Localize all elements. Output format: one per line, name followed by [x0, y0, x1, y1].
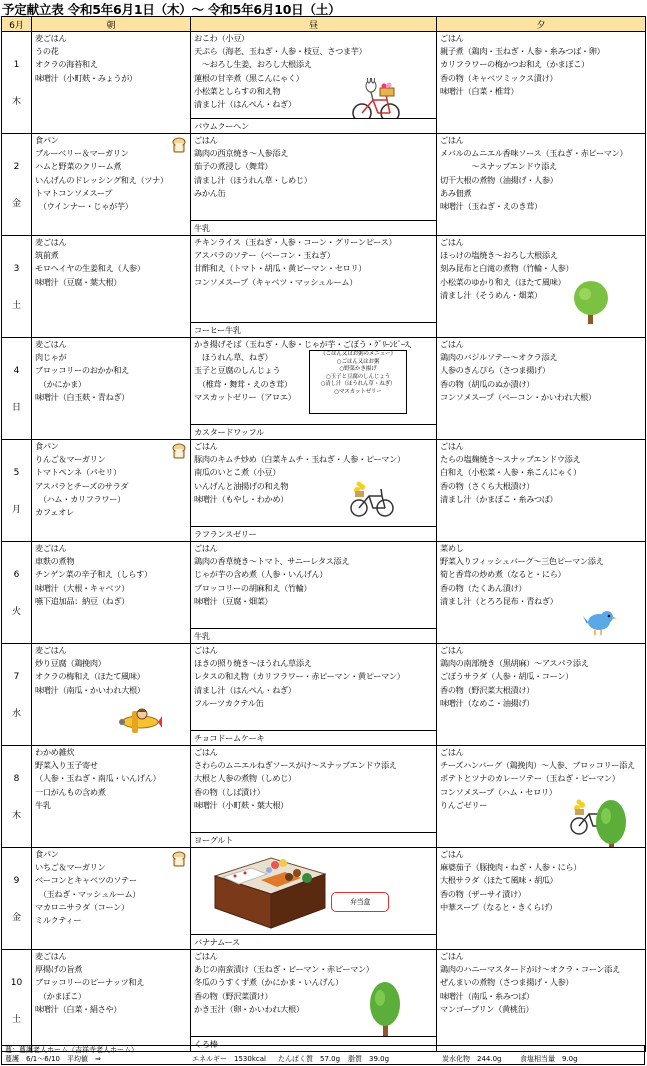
- menu-item: カリフラワーの梅かつお和え（かまぼこ）: [440, 59, 589, 70]
- day-cell: [2, 32, 32, 134]
- menu-item: 筍と香茸の炒め煮（なると・にら）: [440, 569, 566, 580]
- menu-item: ブロッコリーの胡麻和え（竹輪）: [194, 582, 312, 593]
- menu-item: みかん缶: [194, 187, 226, 198]
- breakfast-cell: [32, 644, 191, 746]
- breakfast-cell: [32, 542, 191, 644]
- menu-item: （人参・玉ねぎ・南瓜・いんげん）: [35, 773, 161, 784]
- lunch-cell: [191, 236, 437, 338]
- breakfast-cell: [32, 236, 191, 338]
- snack: 牛乳: [191, 628, 436, 643]
- page-title: 予定献立表 令和5年6月1日（木）～ 令和5年6月10日（土）: [2, 2, 341, 17]
- day-cell: [2, 848, 32, 950]
- bread-icon: [172, 137, 186, 153]
- menu-item: ごはん: [440, 237, 464, 247]
- breakfast-cell: [32, 32, 191, 134]
- menu-item: メバルのムニエル香味ソース（玉ねぎ・赤ピーマン）: [440, 148, 628, 159]
- menu-item: オクラの海苔和え: [35, 59, 98, 70]
- footer-facility: 蔓：蔓護老人ホーム（吉祥寺老人ホーム）: [5, 1046, 138, 1054]
- day-cell: [2, 440, 32, 542]
- day-number: 8: [13, 774, 20, 784]
- menu-item: 味噌汁（小町麸・みょうが）: [35, 72, 137, 83]
- menu-item: 嚥下追加品：納豆（ねぎ）: [35, 595, 130, 606]
- menu-item: ぜんまいの煮物（さつま揚げ・人参）: [440, 977, 574, 988]
- menu-item: 麻婆茄子（豚挽肉・ねぎ・人参・にら）: [440, 862, 582, 873]
- menu-item: 親子煮（鶏肉・玉ねぎ・人参・糸みつば・卵）: [440, 46, 605, 57]
- bird-icon: [583, 608, 617, 636]
- breakfast-cell: [32, 746, 191, 848]
- menu-item: ベーコンとキャベツのソテー: [35, 875, 137, 886]
- menu-item: ブロッコリーのおかか和え: [35, 365, 129, 376]
- menu-item: 香の物（しば漬け）: [194, 786, 265, 797]
- menu-item: チーズハンバーグ（鶏挽肉）～人参、ブロッコリー添え: [440, 760, 635, 771]
- menu-item: コンソメスープ（キャベツ・マッシュルーム）: [194, 276, 358, 287]
- day-cell: [2, 950, 32, 1052]
- menu-item: 香の物（野沢菜漬け）: [194, 990, 273, 1001]
- day-number: 10: [10, 978, 23, 988]
- menu-item: 肉じゃが: [35, 352, 67, 363]
- menu-item: 車麩の煮物: [35, 556, 75, 567]
- menu-item: （ハム・カリフラワー）: [35, 493, 125, 504]
- menu-item: 味噌汁（小町麸・葉大根）: [194, 799, 289, 810]
- note-line: ○マスカットゼリー: [334, 388, 382, 395]
- day-weekday: 木: [11, 97, 21, 107]
- dinner-cell: [437, 644, 646, 746]
- note-line: ○清し汁（ほうれん草・ねぎ）: [320, 381, 396, 387]
- day-weekday: 火: [11, 607, 21, 617]
- menu-item: 筑前煮: [35, 250, 59, 261]
- day-cell: [2, 236, 32, 338]
- menu-item: あじの南蛮漬け（玉ねぎ・ピーマン・赤ピーマン）: [194, 964, 374, 975]
- day-weekday: 金: [11, 199, 21, 209]
- menu-item: 香の物（たくあん漬け）: [440, 582, 527, 593]
- snack: チョコドームケーキ: [191, 730, 436, 745]
- menu-item: 味噌汁（なめこ・油揚げ）: [440, 697, 535, 708]
- day-weekday: 土: [11, 301, 21, 311]
- menu-item: 清まし汁（そうめん・畑菜）: [440, 289, 542, 300]
- dinner-cell: [437, 134, 646, 236]
- menu-item: ごはん: [194, 441, 218, 451]
- day-cell: [2, 746, 32, 848]
- menu-item: 人参のきんぴら（さつま揚げ）: [440, 365, 550, 376]
- dinner-cell: [437, 848, 646, 950]
- snack: カスタードワッフル: [191, 424, 436, 439]
- menu-item: おこわ（小豆）: [194, 33, 249, 43]
- snack: バナナムース: [191, 934, 436, 949]
- menu-item: りんごゼリー: [440, 799, 488, 810]
- menu-item: 冬瓜のうすくず煮（かにかま・いんげん）: [194, 977, 343, 988]
- menu-item: いんげんのドレッシング和え（ツナ）: [35, 174, 168, 185]
- bread-icon: [172, 851, 186, 867]
- day-row: [2, 236, 646, 338]
- menu-item: 香の物（ザーサイ漬け）: [440, 888, 526, 899]
- note-line: 《ごはん又はお粥のメニュー》: [320, 351, 396, 357]
- menu-item: 鶏肉の西京焼き～人参添え: [194, 148, 289, 159]
- day-number: 6: [13, 570, 20, 580]
- day-number: 7: [13, 672, 20, 682]
- breakfast-cell: [32, 950, 191, 1052]
- airplane-icon: [116, 702, 162, 736]
- day-row: [2, 950, 646, 1052]
- snack: 牛乳: [191, 220, 436, 235]
- menu-item: 食パン: [35, 441, 59, 451]
- menu-item: ポテトとツナのカレーソテー（玉ねぎ・ピーマン）: [440, 773, 620, 784]
- breakfast-cell: [32, 848, 191, 950]
- bicycle-icon: [349, 476, 395, 518]
- menu-item: 麦ごはん: [35, 237, 67, 247]
- menu-item: りんご＆マーガリン: [35, 454, 106, 465]
- day-row: [2, 32, 646, 134]
- tree-icon: [369, 980, 401, 1036]
- menu-item: コンソメスープ（ベーコン・かいわれ大根）: [440, 391, 596, 402]
- menu-item: 味噌汁（もやし・わかめ）: [194, 493, 289, 504]
- day-row: [2, 134, 646, 236]
- day-row: [2, 644, 646, 746]
- day-number: 2: [13, 162, 20, 172]
- menu-item: 清まし汁（はんぺん・ねぎ）: [194, 684, 296, 695]
- menu-item: あみ佃煮: [440, 187, 472, 198]
- menu-item: カフェオレ: [35, 507, 74, 518]
- menu-table: [1, 16, 646, 1052]
- menu-item: ごはん: [440, 951, 464, 961]
- menu-item: ごはん: [194, 135, 218, 145]
- footer-energy: エネルギー 1530kcal: [192, 1055, 266, 1063]
- day-weekday: 日: [11, 403, 21, 413]
- day-row: [2, 848, 646, 950]
- day-row: [2, 542, 646, 644]
- day-weekday: 金: [11, 913, 21, 923]
- menu-item: 麦ごはん: [35, 951, 67, 961]
- menu-item: 味噌汁（白菜・絹さや）: [35, 1003, 122, 1014]
- menu-item: 麦ごはん: [35, 339, 67, 349]
- menu-item: ごはん: [194, 543, 218, 553]
- menu-item: ごはん: [194, 645, 218, 655]
- lunch-cell: [191, 848, 437, 950]
- menu-item: モロヘイヤの生姜和え（人参）: [35, 263, 145, 274]
- bento-label: 弁当盒: [331, 892, 389, 912]
- snack: コーヒー牛乳: [191, 322, 436, 337]
- footer-fat: 脂質 39.0g: [348, 1055, 390, 1063]
- dinner-cell: [437, 542, 646, 644]
- day-cell: [2, 644, 32, 746]
- menu-item: ハムと野菜のクリーム煮: [35, 161, 122, 172]
- menu-item: ブルーベリー＆マーガリン: [35, 148, 129, 159]
- day-row: [2, 338, 646, 440]
- menu-item: ごぼうサラダ（人参・胡瓜・コーン）: [440, 671, 573, 682]
- menu-item: 茄子の煮浸し（舞茸）: [194, 161, 273, 172]
- menu-item: 食パン: [35, 849, 59, 859]
- menu-item: 香の物（さくら大根漬け）: [440, 480, 535, 491]
- menu-item: マスカットゼリー（アロエ）: [194, 391, 296, 402]
- porridge-menu-note: [309, 350, 407, 414]
- day-row: [2, 746, 646, 848]
- menu-item: ごはん: [194, 747, 218, 757]
- menu-item: 南瓜のいとこ煮（小豆）: [194, 467, 281, 478]
- menu-item: 味噌汁（白玉麸・青ねぎ）: [35, 391, 130, 402]
- snack: ヨーグルト: [191, 832, 436, 847]
- menu-item: 味噌汁（白菜・椎茸）: [440, 85, 519, 96]
- day-number: 5: [13, 468, 20, 478]
- menu-item: 一口がんもの含め煮: [35, 786, 106, 797]
- bread-icon: [172, 443, 186, 459]
- breakfast-cell: [32, 440, 191, 542]
- lunch-cell: [191, 134, 437, 236]
- menu-item: 食パン: [35, 135, 59, 145]
- menu-item: 麦ごはん: [35, 645, 67, 655]
- menu-item: 豚肉のキムチ炒め（白菜キムチ・玉ねぎ・人参・ピーマン）: [194, 454, 405, 465]
- menu-item: さわらのムニエルねぎソースがけ～スナップエンドウ添え: [194, 760, 397, 771]
- menu-item: いんげんと油揚げの和え物: [194, 480, 289, 491]
- day-row: [2, 440, 646, 542]
- menu-item: 味噌汁（南瓜・糸みつば）: [440, 990, 534, 1001]
- menu-item: 玉子と豆腐のしんじょう: [194, 365, 281, 376]
- menu-item: 味噌汁（玉ねぎ・えのき茸）: [440, 201, 542, 212]
- menu-item: ごはん: [194, 951, 218, 961]
- footer-carbs: 炭水化物 244.0g: [442, 1055, 502, 1063]
- menu-item: 大根と人参の煮物（しめじ）: [194, 773, 296, 784]
- menu-item: 牛乳: [35, 799, 51, 810]
- snack: ラフランスゼリー: [191, 526, 436, 541]
- menu-item: ごはん: [440, 33, 464, 43]
- menu-item: マンゴープリン（黄桃缶）: [440, 1003, 534, 1014]
- menu-item: トマトペンネ（パセリ）: [35, 467, 121, 478]
- lunch-cell: [191, 542, 437, 644]
- day-number: 1: [13, 60, 20, 70]
- menu-item: かき揚げそば（玉ねぎ・人参・じゃが芋・ごぼう・ｸﾞﾘｰﾝﾋﾟｰｽ、: [194, 339, 417, 349]
- menu-item: 鶏肉のバジルソテー～オクラ添え: [440, 352, 558, 363]
- menu-item: 味噌汁（豆腐・葉大根）: [35, 276, 122, 287]
- menu-item: ～スナップエンドウ添え: [440, 161, 557, 172]
- footer-period: 蔓護 6/1～6/10 平均値 ⇒: [5, 1055, 101, 1063]
- dinner-cell: [437, 746, 646, 848]
- menu-item: ごはん: [440, 849, 464, 859]
- footer: [1, 1045, 645, 1065]
- menu-item: チンゲン菜の辛子和え（しらす）: [35, 569, 152, 580]
- menu-item: 大根サラダ（ほたて風味・胡瓜）: [440, 875, 558, 886]
- menu-item: チキンライス（玉ねぎ・人参・コーン・グリーンピース）: [194, 237, 397, 247]
- menu-item: ごはん: [440, 339, 464, 349]
- day-weekday: 月: [11, 505, 21, 515]
- day-number: 4: [13, 366, 20, 376]
- footer-salt: 食塩相当量 9.0g: [520, 1055, 578, 1063]
- menu-item: ごはん: [440, 645, 464, 655]
- menu-item: 野菜入り玉子寄せ: [35, 760, 98, 771]
- menu-item: 味噌汁（豆腐・畑菜）: [194, 595, 273, 606]
- menu-item: アスパラとチーズのサラダ: [35, 480, 129, 491]
- menu-item: 鶏肉の香草焼き～トマト、サニーレタス添え: [194, 556, 350, 567]
- header-lunch: 昼: [191, 17, 437, 32]
- menu-item: 野菜入りフィッシュバーグ～三色ピーマン添え: [440, 556, 604, 567]
- menu-item: 厚揚げの旨煮: [35, 964, 83, 975]
- snack: くろ棒: [191, 1036, 436, 1051]
- menu-item: コンソメスープ（ハム・セロリ）: [440, 786, 557, 797]
- menu-item: いちご＆マーガリン: [35, 862, 106, 873]
- menu-item: 清まし汁（かまぼこ・糸みつば）: [440, 493, 558, 504]
- menu-item: たらの塩麹焼き～スナップエンドウ添え: [440, 454, 581, 465]
- day-number: 9: [13, 876, 20, 886]
- menu-item: 甘酢和え（トマト・胡瓜・黄ピーマン・セロリ）: [194, 263, 367, 274]
- menu-item: 味噌汁（南瓜・かいわれ大根）: [35, 684, 145, 695]
- menu-item: 菜めし: [440, 543, 464, 553]
- menu-item: （椎茸・舞茸・えのき茸）: [194, 378, 292, 389]
- dinner-cell: [437, 32, 646, 134]
- header-row: [2, 17, 646, 32]
- footer-protein: たんぱく質 57.0g: [278, 1055, 341, 1063]
- menu-item: （ウインナー・じゃが芋）: [35, 201, 133, 212]
- menu-item: アスパラのソテー（ベーコン・玉ねぎ）: [194, 250, 335, 261]
- lunch-cell: [191, 644, 437, 746]
- menu-item: 香の物（キャベツミックス漬け）: [440, 72, 558, 83]
- day-cell: [2, 338, 32, 440]
- dinner-cell: [437, 236, 646, 338]
- menu-item: マカロニサラダ（コーン）: [35, 901, 129, 912]
- header-date: 6月: [2, 17, 32, 32]
- dinner-cell: [437, 338, 646, 440]
- menu-item: 清まし汁（はんぺん・ねぎ）: [194, 99, 296, 110]
- menu-item: フルーツカクテル缶: [194, 697, 264, 708]
- tree-icon: [595, 798, 627, 847]
- menu-item: うの花: [35, 46, 59, 57]
- header-dinner: 夕: [437, 17, 646, 32]
- menu-item: 香の物（野沢菜大根漬け）: [440, 684, 535, 695]
- breakfast-cell: [32, 338, 191, 440]
- day-weekday: 木: [11, 811, 21, 821]
- menu-item: 白和え（小松菜・人参・糸こんにゃく）: [440, 467, 581, 478]
- menu-item: 麦ごはん: [35, 33, 67, 43]
- day-weekday: 土: [11, 1015, 21, 1025]
- menu-item: ほきの照り焼き～ほうれん草添え: [194, 658, 312, 669]
- menu-item: 小松菜としらすの和え物: [194, 85, 281, 96]
- dinner-cell: [437, 950, 646, 1052]
- menu-item: （かまぼこ）: [35, 990, 86, 1001]
- menu-item: 刻み昆布と白滝の煮物（竹輪・人参）: [440, 263, 574, 274]
- menu-item: 香の物（胡瓜のぬか漬け）: [440, 378, 535, 389]
- menu-item: ごはん: [440, 747, 464, 757]
- menu-item: 切干大根の煮物（油揚げ・人参）: [440, 174, 558, 185]
- menu-item: 清まし汁（ほうれん草・しめじ）: [194, 174, 312, 185]
- menu-item: ほうれん草、ねぎ）: [194, 352, 273, 363]
- breakfast-cell: [32, 134, 191, 236]
- menu-item: トマトコンソメスープ: [35, 187, 113, 198]
- menu-item: ミルクティー: [35, 915, 82, 926]
- menu-item: かき玉汁（卵・かいわれ大根）: [194, 1003, 304, 1014]
- bicycle-icon: [351, 78, 401, 118]
- note-line: ○玉子と豆腐のしんじょう: [325, 373, 390, 380]
- menu-item: ごはん: [440, 441, 464, 451]
- menu-item: 鶏肉のハニーマスタードがけ～オクラ・コーン添え: [440, 964, 620, 975]
- menu-item: 蓮根の甘辛煮（黒こんにゃく）: [194, 72, 304, 83]
- day-number: 3: [13, 264, 20, 274]
- menu-item: 鶏肉の南部焼き（黒胡麻）～アスパラ添え: [440, 658, 589, 669]
- menu-item: じゃが芋の含め煮（人参・いんげん）: [194, 569, 328, 580]
- menu-item: オクラの梅和え（ほたて風味）: [35, 671, 145, 682]
- menu-item: 小松菜のゆかり和え（ほたて風味）: [440, 276, 566, 287]
- lunch-cell: [191, 338, 437, 440]
- menu-item: ブロッコリーのピーナッツ和え: [35, 977, 145, 988]
- menu-item: ～おろし生姜、おろし大根添え: [194, 59, 312, 70]
- note-line: ○ごはん又はお粥: [336, 358, 380, 365]
- day-cell: [2, 542, 32, 644]
- menu-item: 麦ごはん: [35, 543, 67, 553]
- bento-icon: [211, 854, 329, 932]
- menu-item: （玉ねぎ・マッシュルーム）: [35, 888, 141, 899]
- menu-item: 天ぷら（海老、玉ねぎ・人参・枝豆、さつま芋）: [194, 46, 367, 57]
- snack: バウムクーヘン: [191, 118, 436, 133]
- day-cell: [2, 134, 32, 236]
- menu-item: レタスの和え物（カリフラワー・赤ピーマン・黄ピーマン）: [194, 671, 405, 682]
- dinner-cell: [437, 440, 646, 542]
- lunch-cell: [191, 32, 437, 134]
- day-weekday: 水: [11, 709, 21, 719]
- lunch-cell: [191, 950, 437, 1052]
- note-line: ○野菜かき揚げ: [339, 366, 377, 372]
- menu-item: 炒り豆腐（鶏挽肉）: [35, 658, 106, 669]
- tree-icon: [571, 280, 611, 326]
- menu-item: （かにかま）: [35, 378, 86, 389]
- menu-item: 味噌汁（大根・キャベツ）: [35, 582, 130, 593]
- lunch-cell: [191, 746, 437, 848]
- menu-item: ごはん: [440, 135, 464, 145]
- menu-item: 中華スープ（なると・きくらげ）: [440, 901, 557, 912]
- menu-item: ほっけの塩焼き～おろし大根添え: [440, 250, 558, 261]
- menu-item: 清まし汁（とろろ昆布・青ねぎ）: [440, 595, 558, 606]
- lunch-cell: [191, 440, 437, 542]
- header-breakfast: 朝: [32, 17, 191, 32]
- menu-item: わかめ雑炊: [35, 747, 75, 757]
